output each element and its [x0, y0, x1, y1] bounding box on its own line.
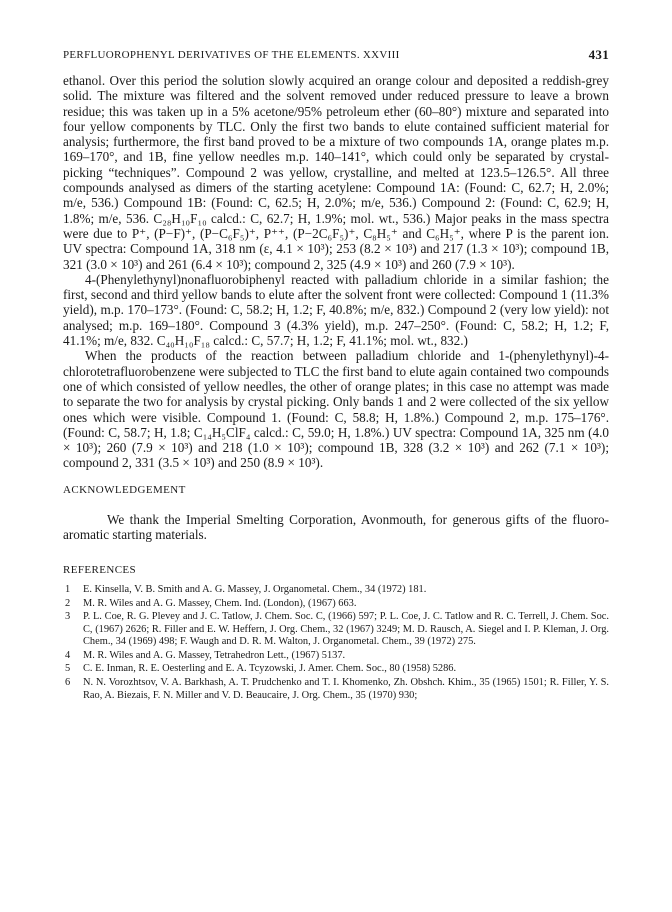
reference-item: 1 E. Kinsella, V. B. Smith and A. G. Massey, J. Organometal. Chem., 34 (1972) 181. — [65, 583, 427, 595]
page-number: 431 — [588, 47, 609, 62]
references-heading: REFERENCES — [63, 563, 137, 576]
acknowledgement-heading: ACKNOWLEDGEMENT — [63, 483, 186, 496]
running-title: PERFLUOROPHENYL DERIVATIVES OF THE ELEMENTS. XXVIII — [63, 49, 400, 61]
reference-item: 6 N. N. Vorozhtsov, V. A. Barkhash, A. T. Prudchenko and T. I. Khomenko, Zh. Obshch. Khim., 35 (1965) 1501; R. Filler, Y. S. Rao, A. Biezais, F. N. Miller and V. D. Beaucaire, J. Org. Chem., 35 (1970) 930; — [65, 677, 609, 701]
reference-item: 5 C. E. Inman, R. E. Oesterling and E. A. Tcyzowski, J. Amer. Chem. Soc., 80 (1958) 5286. — [65, 663, 457, 675]
acknowledgement-text: We thank the Imperial Smelting Corporation, Avonmouth, for generous gifts of the fluoro-aromatic starting materials. — [63, 512, 609, 543]
reference-item: 2 M. R. Wiles and A. G. Massey, Chem. Ind. (London), (1967) 663. — [65, 597, 357, 609]
article-body — [63, 73, 609, 703]
body-paragraph-1: ethanol. Over this period the solution slowly acquired an orange colour and deposited a reddish-grey solid. The mixture was filtered and the solvent removed under reduced pressure to leave a brown residue; this was taken up in a 5% acetone/95% petroleum ether (60–80°) mixture and separated into four yellow components by TLC. Only the first two bands to elute contained sufficient material for analysis; furthermore, the first band proved to be a mixture of two compounds 1A, orange plates m.p. 169–170°, and 1B, fine yellow needles m.p. 140–141°, which could only be separated by crystal-picking “techniques”. Compound 2 was yellow, crystalline, and melted at 123.5–126.5°. All three compounds analysed as dimers of the starting acetylene: Compound 1A: (Found: C, 62.7; H, 2.0%; m/e, 536.) Compound 1B: (Found: C, 62.5; H, 2.0%; m/e, 536.) Compound 2: (Found: C, 62.9; H, 1.8%; m/e, 536. C₂₈H₁₀F₁₀ calcd.: C, 62.7; H, 1.9%; mol. wt., 536.) Major peaks in the mass spectra were due to P⁺, (P−F)⁺, (P−C₆F₅)⁺, P⁺⁺, (P−2C₆F₅)⁺, C₈H₅⁺ and C₆H₅⁺, where P is the parent ion. UV spectra: Compound 1A, 318 nm (ε, 4.1 × 10³); 253 (8.2 × 10³) and 217 (1.3 × 10³); compound 1B, 321 (3.0 × 10³) and 261 (6.4 × 10³); compound 2, 325 (4.9 × 10³) and 260 (7.9 × 10³). — [63, 73, 609, 272]
running-header — [63, 47, 609, 65]
reference-item: 3 P. L. Coe, R. G. Plevey and J. C. Tatlow, J. Chem. Soc. C, (1966) 597; P. L. Coe, J. C. Tatlow and R. C. Terrell, J. Chem. Soc. C, (1967) 2626; R. Filler and E. W. Heffern, J. Org. Chem., 32 (1967) 3249; M. D. Rausch, A. Siegel and I. P. Kleman, J. Org. Chem., 34 (1969) 498; F. Waugh and D. R. M. Walton, J. Organometal. Chem., 39 (1972) 275. — [65, 611, 609, 648]
reference-item: 4 M. R. Wiles and A. G. Massey, Tetrahedron Lett., (1967) 5137. — [65, 649, 346, 661]
body-paragraph-3: When the products of the reaction between palladium chloride and 1-(phenylethynyl)-4-chlorotetrafluorobenzene were subjected to TLC the first band to elute again contained two compounds one of which consisted of yellow needles, the other of orange plates; in this case no attempt was made to separate the two for analysis by crystal picking. Only bands 1 and 2 were collected of the six yellow ones which were visible. Compound 1. (Found: C, 58.8; H, 1.8%.) Compound 2, m.p. 175–176°. (Found: C, 58.7; H, 1.8; C₁₄H₅ClF₄ calcd.: C, 59.0; H, 1.8%.) UV spectra: Compound 1A, 325 nm (4.0 × 10³); 260 (7.9 × 10³) and 218 (1.0 × 10³); compound 1B, 328 (3.2 × 10³) and 262 (7.1 × 10³); compound 2, 331 (3.5 × 10³) and 250 (8.9 × 10³). — [63, 348, 609, 471]
reference-list — [63, 584, 609, 702]
body-paragraph-2: 4-(Phenylethynyl)nonafluorobiphenyl reacted with palladium chloride in a similar fashion; the first, second and third yellow bands to elute after the solvent front were collected: Compound 1 (11.3% yield), m.p. 170–173°. (Found: C, 58.2; H, 1.2; F, 40.8%; m/e, 832.) Compound 2 (very low yield): not analysed; m.p. 169–180°. Compound 3 (4.3% yield), m.p. 247–250°. (Found: C, 58.2; H, 1.2; F, 41.1%; m/e, 832. C₄₀H₁₀F₁₈ calcd.: C, 57.7; H, 1.2; F, 41.1%; mol. wt., 832.) — [63, 271, 609, 349]
